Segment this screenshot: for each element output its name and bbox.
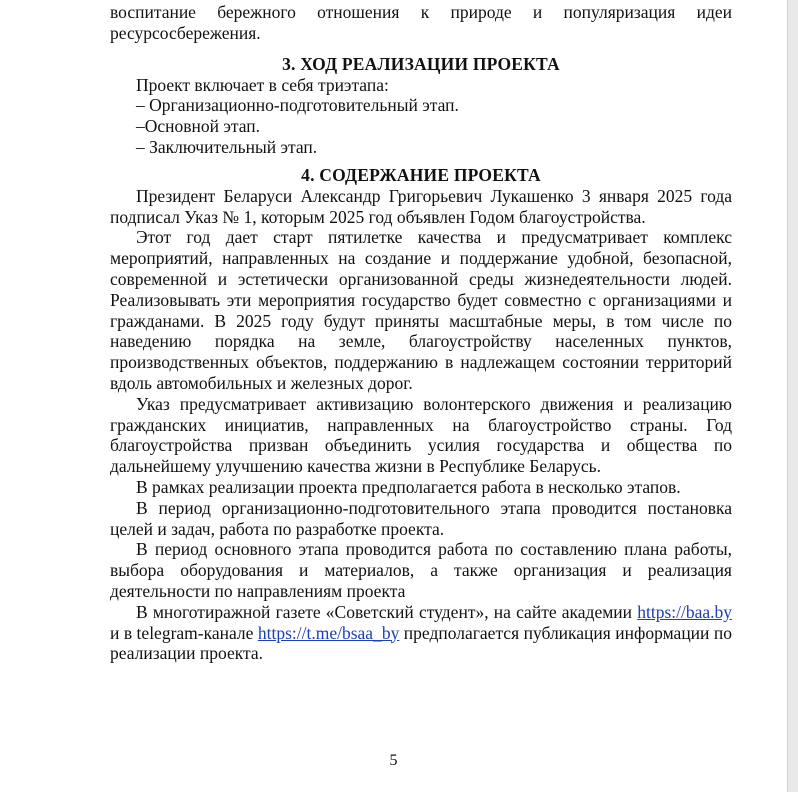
telegram-channel-link[interactable]: https://t.me/bsaa_by [257,622,400,643]
text-column [110,0,732,664]
stage-item-1: – Организационно-подготовительный этап. [136,95,459,116]
top-paragraph: воспитание бережного отношения к природе и популяризация идеи ресурсосбережения. [110,2,732,43]
paragraph-prep-stage: В период организационно-подготовительного этапа проводится постановка целей и задач, работа по разработке проекта. [110,497,732,539]
publication-text-after: предполагается публикация информации по реализации проекта. [110,622,732,664]
paragraph-quality-five-year: Этот год дает старт пятилетке качества и предусматривает комплекс мероприятий, направленных на создание и поддержание удобной, безопасной, современной и эстетически организованной среды жизнедеятельности людей. Реализовывать эти мероприятия государство будет совместно с организациями и гражданами. В 2025 году будут приняты масштабные меры, в том числе по наведению порядка на земле, благоустройству населенных пунктов, производственных объектов, поддержанию в надлежащем состоянии территорий вдоль автомобильных и железных дорог. [110,227,732,393]
publication-text-before: В многотиражной газете «Советский студент», на сайте академии [136,601,638,622]
page-number: 5 [389,752,398,769]
paragraph-stages: В рамках реализации проекта предполагается работа в несколько этапов. [136,476,681,497]
paragraph-publication [110,602,732,664]
academy-site-link[interactable]: https://baa.by [637,601,732,622]
publication-text-middle: и в telegram-канале [110,622,258,643]
section-3-heading: 3. ХОД РЕАЛИЗАЦИИ ПРОЕКТА [282,53,560,74]
section-4-heading: 4. СОДЕРЖАНИЕ ПРОЕКТА [301,164,541,185]
viewer-scrollbar-edge[interactable] [787,0,798,792]
section-3-intro: Проект включает в себя триэтапа: [136,74,389,95]
stage-item-3: – Заключительный этап. [136,136,318,157]
paragraph-decree: Президент Беларуси Александр Григорьевич Лукашенко 3 января 2025 года подписал Указ № 1, которым 2025 год объявлен Годом благоустройства. [110,185,732,227]
stage-item-2: –Основной этап. [136,116,261,137]
paragraph-main-stage: В период основного этапа проводится работа по составлению плана работы, выбора оборудования и материалов, а также организация и реализация деятельности по направлениям проекта [110,539,732,601]
paragraph-volunteer: Указ предусматривает активизацию волонтерского движения и реализацию гражданских инициатив, направленных на благоустройство страны. Год благоустройства призван объединить усилия государства и общества по дальнейшему улучшению качества жизни в Республике Беларусь. [110,393,732,477]
